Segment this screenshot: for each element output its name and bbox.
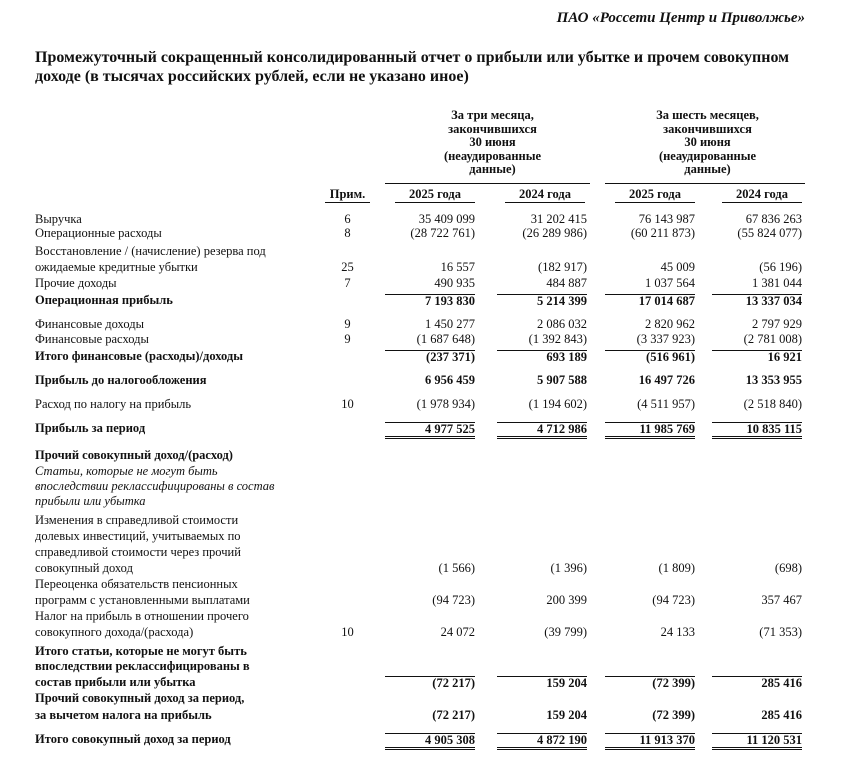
row-label: Выручка bbox=[35, 212, 82, 226]
row-value-col3: 17 014 687 bbox=[605, 294, 695, 308]
row-label: Расход по налогу на прибыль bbox=[35, 397, 192, 411]
row-value-col3: 11 985 769 bbox=[605, 422, 695, 439]
period2-line: данные) bbox=[684, 162, 731, 176]
row-value-col1: 4 905 308 bbox=[385, 733, 475, 750]
row-value-col2: 159 204 bbox=[497, 676, 587, 690]
company-name: ПАО «Россети Центр и Приволжье» bbox=[556, 10, 805, 26]
row-value-col2: 4 872 190 bbox=[497, 733, 587, 750]
row-value-col3: (4 511 957) bbox=[637, 397, 695, 411]
row-value-col1: 490 935 bbox=[434, 276, 475, 290]
row-value-col3: (94 723) bbox=[652, 593, 695, 607]
row-value-col4: 67 836 263 bbox=[745, 212, 802, 226]
period1-line: 30 июня bbox=[469, 135, 516, 149]
row-value-col1: (94 723) bbox=[432, 593, 475, 607]
row-value-col4: (2 781 008) bbox=[743, 332, 802, 346]
row-value-col4: 16 921 bbox=[712, 350, 802, 364]
row-note: 8 bbox=[344, 226, 351, 240]
row-value-col4: (55 824 077) bbox=[737, 226, 802, 240]
row-value-col2: 31 202 415 bbox=[530, 212, 587, 226]
period1-line: (неаудированные bbox=[443, 148, 542, 163]
row-value-col1: (72 217) bbox=[432, 708, 475, 722]
row-value-col4: 11 120 531 bbox=[712, 733, 802, 750]
row-label: Прибыль до налогообложения bbox=[35, 373, 207, 387]
row-value-col2: 484 887 bbox=[546, 276, 587, 290]
row-label: Финансовые расходы bbox=[35, 332, 149, 346]
row-note: 10 bbox=[341, 625, 354, 639]
row-value-col2: 693 189 bbox=[497, 350, 587, 364]
row-value-col2: 5 907 588 bbox=[537, 373, 587, 387]
row-label: Финансовые доходы bbox=[35, 317, 144, 331]
row-value-col2: 5 214 399 bbox=[497, 294, 587, 308]
row-label: Прибыль за период bbox=[35, 421, 146, 435]
row-label: Статьи, которые не могут быть bbox=[35, 464, 218, 478]
row-label: Прочий совокупный доход/(расход) bbox=[35, 448, 233, 462]
period1-line: данные) bbox=[469, 162, 516, 176]
row-value-col4: 13 353 955 bbox=[745, 373, 802, 387]
row-value-col1: (28 722 761) bbox=[410, 226, 475, 240]
row-label: Изменения в справедливой стоимости bbox=[35, 513, 239, 527]
row-value-col3: (72 399) bbox=[605, 676, 695, 690]
row-value-col3: (72 399) bbox=[652, 708, 695, 722]
row-label: Восстановление / (начисление) резерва под bbox=[35, 244, 266, 258]
row-value-col1: (1 687 648) bbox=[416, 332, 475, 346]
row-label: Прочий совокупный доход за период, bbox=[35, 691, 245, 705]
row-value-col1: (237 371) bbox=[385, 350, 475, 364]
row-value-col4: 285 416 bbox=[761, 708, 802, 722]
row-label: Операционная прибыль bbox=[35, 293, 173, 307]
row-value-col4: (71 353) bbox=[759, 625, 802, 639]
row-value-col3: 2 820 962 bbox=[645, 317, 695, 331]
row-label: совокупного дохода/(расхода) bbox=[35, 625, 194, 639]
row-value-col3: 24 133 bbox=[660, 625, 695, 639]
row-label: совокупный доход bbox=[35, 561, 133, 575]
row-label: за вычетом налога на прибыль bbox=[35, 708, 212, 722]
row-value-col4: (56 196) bbox=[759, 260, 802, 274]
year-header-1: 2025 года bbox=[395, 187, 475, 203]
row-note: 10 bbox=[341, 397, 354, 411]
row-value-col1: 1 450 277 bbox=[425, 317, 475, 331]
row-value-col4: 1 381 044 bbox=[752, 276, 802, 290]
row-label: впоследствии реклассифицированы в bbox=[35, 659, 250, 673]
row-label: Налог на прибыль в отношении прочего bbox=[35, 609, 249, 623]
row-value-col2: 2 086 032 bbox=[537, 317, 587, 331]
row-value-col2: 4 712 986 bbox=[497, 422, 587, 439]
row-label: состав прибыли или убытка bbox=[35, 675, 196, 689]
row-value-col4: (698) bbox=[774, 561, 802, 575]
year-header-3: 2025 года bbox=[615, 187, 695, 203]
note-column-header: Прим. bbox=[325, 187, 370, 203]
row-value-col3: 1 037 564 bbox=[645, 276, 695, 290]
row-value-col1: 4 977 525 bbox=[385, 422, 475, 439]
row-value-col2: (26 289 986) bbox=[522, 226, 587, 240]
period2-line: За шесть месяцев, bbox=[656, 108, 759, 122]
row-label: долевых инвестиций, учитываемых по bbox=[35, 529, 241, 543]
row-value-col1: 24 072 bbox=[440, 625, 475, 639]
row-value-col4: (2 518 840) bbox=[743, 397, 802, 411]
row-value-col1: (1 566) bbox=[438, 561, 475, 575]
row-value-col2: (1 396) bbox=[550, 561, 587, 575]
period2-line: закончившихся bbox=[663, 121, 752, 136]
row-value-col3: 45 009 bbox=[660, 260, 695, 274]
period2-line: (неаудированные bbox=[658, 148, 757, 163]
row-value-col3: 11 913 370 bbox=[605, 733, 695, 750]
row-value-col2: (182 917) bbox=[538, 260, 587, 274]
period1-line: закончившихся bbox=[448, 121, 537, 136]
row-value-col2: 200 399 bbox=[546, 593, 587, 607]
row-value-col4: 285 416 bbox=[712, 676, 802, 690]
row-label: впоследствии реклассифицированы в состав bbox=[35, 479, 275, 493]
row-value-col2: 159 204 bbox=[546, 708, 587, 722]
row-label: Прочие доходы bbox=[35, 276, 117, 290]
row-label: Итого совокупный доход за период bbox=[35, 732, 231, 746]
row-value-col1: 7 193 830 bbox=[385, 294, 475, 308]
row-value-col4: 13 337 034 bbox=[712, 294, 802, 308]
row-label: прибыли или убытка bbox=[35, 494, 146, 508]
row-value-col2: (1 392 843) bbox=[528, 332, 587, 346]
year-header-2: 2024 года bbox=[505, 187, 585, 203]
row-label: Операционные расходы bbox=[35, 226, 162, 240]
row-value-col2: (39 799) bbox=[544, 625, 587, 639]
row-note: 25 bbox=[341, 260, 354, 274]
row-value-col1: 16 557 bbox=[440, 260, 475, 274]
row-value-col1: 35 409 099 bbox=[418, 212, 475, 226]
period1-line: За три месяца, bbox=[451, 108, 534, 122]
report-title: Промежуточный сокращенный консолидированный отчет о прибыли или убытке и прочем совокупном доходе (в тысячах российских рублей, если не указано иное) bbox=[35, 49, 790, 85]
row-label: справедливой стоимости через прочий bbox=[35, 545, 241, 559]
period2-line: 30 июня bbox=[684, 135, 731, 149]
row-label: Итого финансовые (расходы)/доходы bbox=[35, 349, 244, 363]
row-value-col3: 16 497 726 bbox=[638, 373, 695, 387]
row-note: 7 bbox=[344, 276, 351, 290]
row-value-col4: 357 467 bbox=[761, 593, 802, 607]
row-label: Переоценка обязательств пенсионных bbox=[35, 577, 238, 591]
row-value-col1: 6 956 459 bbox=[425, 373, 475, 387]
row-value-col3: (1 809) bbox=[658, 561, 695, 575]
row-note: 6 bbox=[344, 212, 351, 226]
row-value-col3: 76 143 987 bbox=[638, 212, 695, 226]
year-header-4: 2024 года bbox=[722, 187, 802, 203]
row-label: программ с установленными выплатами bbox=[35, 593, 250, 607]
row-note: 9 bbox=[344, 317, 351, 331]
row-label: ожидаемые кредитные убытки bbox=[35, 260, 198, 274]
row-value-col1: (1 978 934) bbox=[416, 397, 475, 411]
row-value-col4: 10 835 115 bbox=[712, 422, 802, 439]
row-label: Итого статьи, которые не могут быть bbox=[35, 644, 247, 658]
row-note: 9 bbox=[344, 332, 351, 346]
row-value-col2: (1 194 602) bbox=[528, 397, 587, 411]
row-value-col3: (516 961) bbox=[605, 350, 695, 364]
row-value-col3: (3 337 923) bbox=[636, 332, 695, 346]
row-value-col3: (60 211 873) bbox=[630, 226, 695, 240]
row-value-col4: 2 797 929 bbox=[752, 317, 802, 331]
row-value-col1: (72 217) bbox=[385, 676, 475, 690]
